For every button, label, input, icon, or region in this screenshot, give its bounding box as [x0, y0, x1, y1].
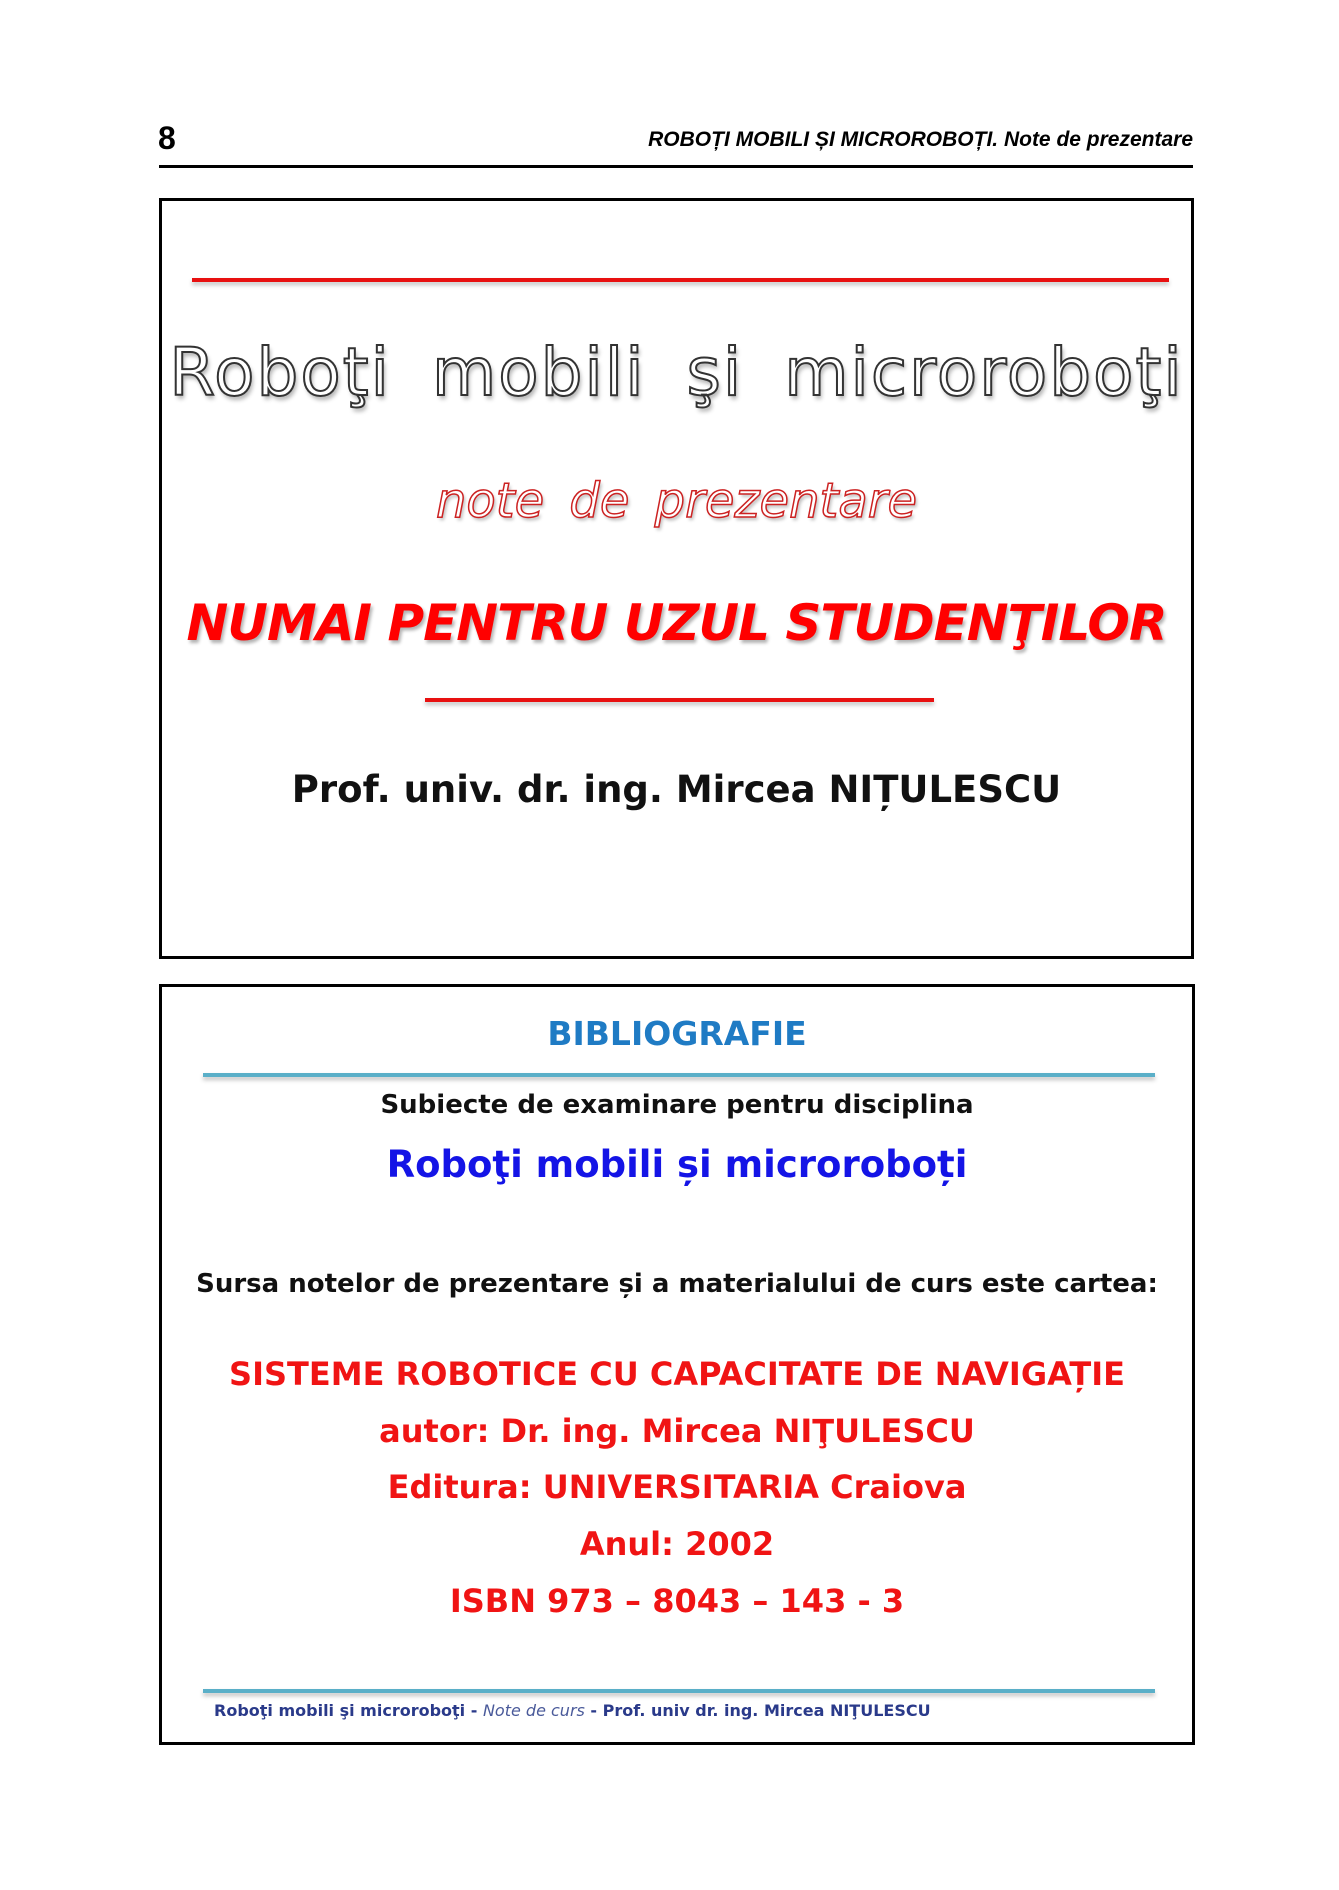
book-year: Anul: 2002 — [579, 1525, 775, 1563]
slide-footer — [214, 1701, 931, 1720]
footer-notes: Note de curs — [482, 1701, 585, 1720]
header-rule — [159, 165, 1193, 168]
red-rule-bottom — [425, 698, 934, 702]
title-slide — [159, 198, 1194, 959]
teal-rule-top — [203, 1073, 1155, 1077]
students-only-notice: NUMAI PENTRU UZUL STUDENŢILOR — [186, 594, 1167, 652]
book-author: autor: Dr. ing. Mircea NIŢULESCU — [379, 1412, 975, 1450]
red-rule-top — [192, 278, 1169, 282]
teal-rule-bottom — [203, 1689, 1155, 1693]
book-publisher: Editura: UNIVERSITARIA Craiova — [387, 1468, 967, 1506]
book-isbn: ISBN 973 – 8043 – 143 - 3 — [449, 1582, 905, 1620]
course-name: Roboţi mobili și microroboți — [386, 1143, 968, 1186]
bibliography-heading: BIBLIOGRAFIE — [547, 1014, 807, 1053]
footer-course: Roboţi mobili şi microroboţi - — [214, 1701, 483, 1720]
intro-text: Subiecte de examinare pentru disciplina — [380, 1090, 974, 1120]
slide-subtitle: note de prezentare — [435, 473, 918, 529]
source-text: Sursa notelor de prezentare și a materialului de curs este cartea: — [196, 1269, 1158, 1299]
book-title: SISTEME ROBOTICE CU CAPACITATE DE NAVIGAȚIE — [229, 1355, 1125, 1393]
bibliography-slide — [159, 984, 1195, 1745]
author: Prof. univ. dr. ing. Mircea NIȚULESCU — [291, 768, 1062, 811]
running-title: ROBOȚI MOBILI ȘI MICROROBOȚI. Note de prezentare — [648, 128, 1193, 151]
footer-author: - Prof. univ dr. ing. Mircea NIŢULESCU — [584, 1701, 931, 1720]
page-number: 8 — [158, 120, 176, 156]
slide-title: Roboţi mobili şi microroboţi — [169, 334, 1184, 411]
